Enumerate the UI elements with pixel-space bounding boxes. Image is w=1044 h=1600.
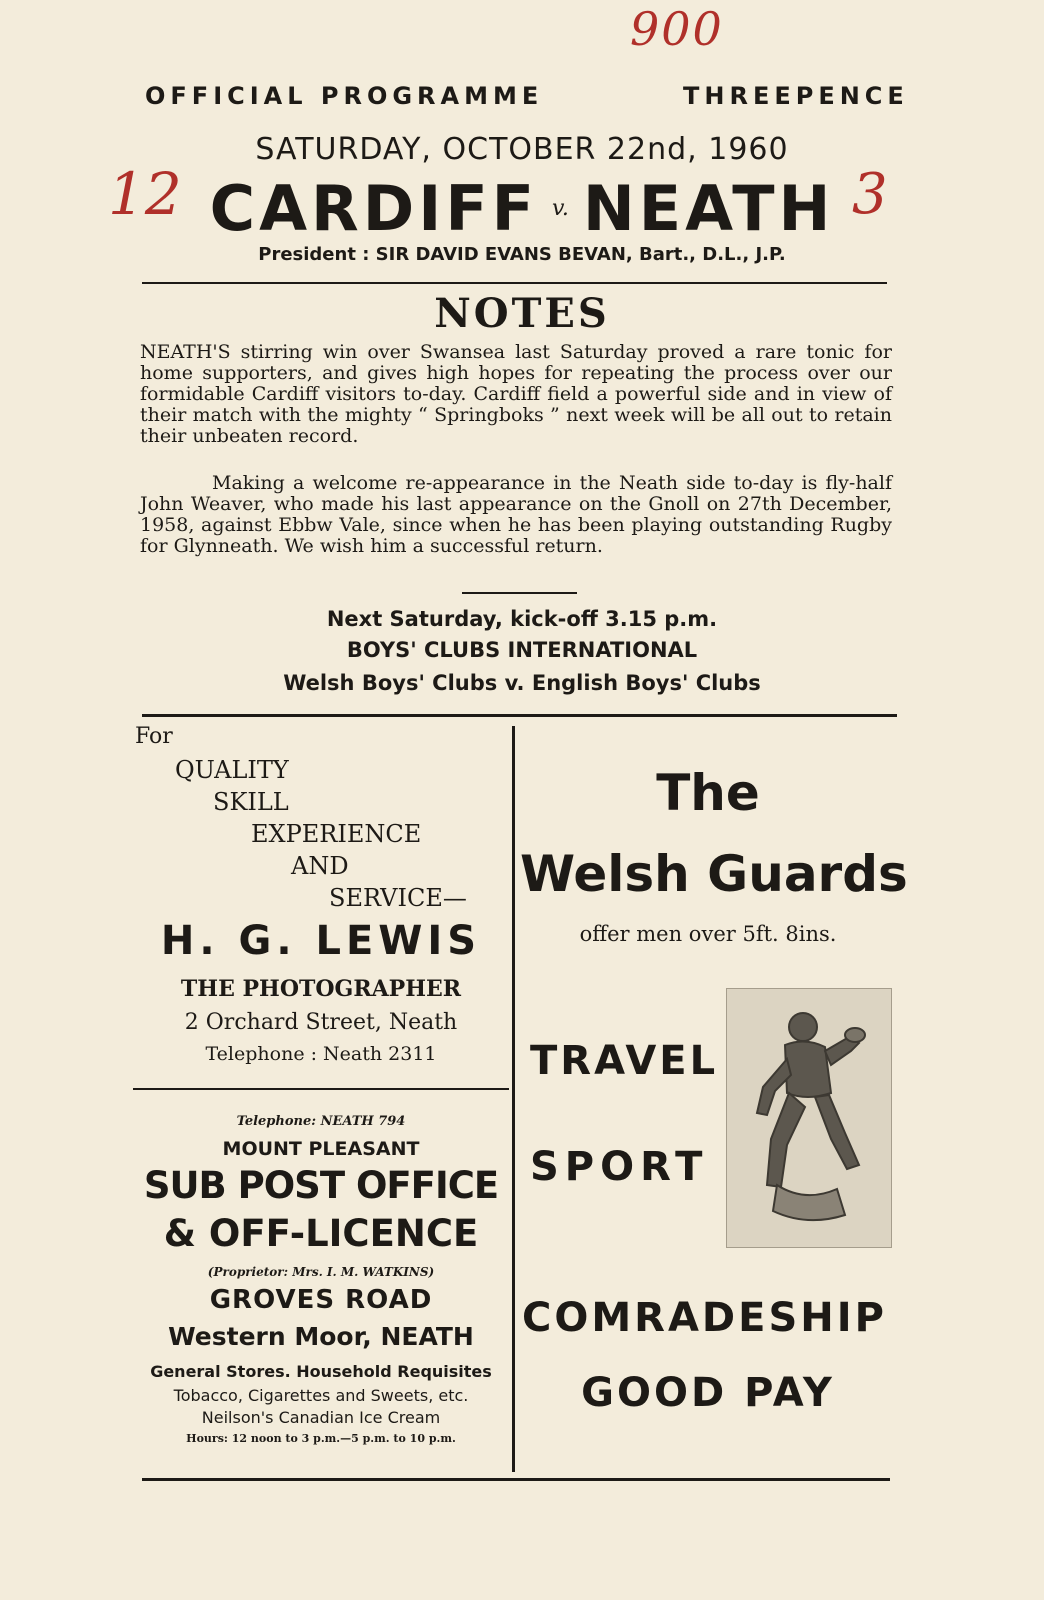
ad-po-heading-2: & OFF-LICENCE (163, 1212, 479, 1255)
next-fixture-event: BOYS' CLUBS INTERNATIONAL (346, 638, 698, 662)
ad-lewis-address: 2 Orchard Street, Neath (184, 1010, 458, 1035)
ad-po-icecream: Neilson's Canadian Ice Cream (201, 1408, 441, 1427)
away-team: NEATH (582, 172, 835, 245)
ad-po-mount: MOUNT PLEASANT (222, 1138, 420, 1160)
ad-guards-pay: GOOD PAY (581, 1370, 835, 1416)
ad-guards-comradeship: COMRADESHIP (522, 1295, 887, 1341)
ad-guards-the: The (656, 764, 760, 822)
ad-po-street: GROVES ROAD (209, 1285, 433, 1315)
home-team: CARDIFF (209, 172, 539, 245)
rugby-player-icon (727, 989, 891, 1247)
ad-guards-travel: TRAVEL (530, 1038, 719, 1084)
ad-lewis-skill: SKILL (213, 788, 289, 816)
ad-po-stores: General Stores. Household Requisites (150, 1362, 492, 1381)
versus: v. (552, 196, 569, 221)
next-fixture-teams: Welsh Boys' Clubs v. English Boys' Clubs (283, 671, 761, 695)
ad-lewis-title: THE PHOTOGRAPHER (180, 976, 462, 1002)
ad-lewis-for: For (135, 724, 173, 749)
ad-po-hours: Hours: 12 noon to 3 p.m.—5 p.m. to 10 p.m. (186, 1432, 456, 1445)
ad-po-proprietor: (Proprietor: Mrs. I. M. WATKINS) (207, 1265, 435, 1279)
ad-lewis-telephone: Telephone : Neath 2311 (205, 1043, 437, 1065)
notes-heading: NOTES (434, 290, 610, 337)
next-fixture-time: Next Saturday, kick-off 3.15 p.m. (326, 607, 718, 631)
ad-lewis-name: H. G. LEWIS (160, 918, 482, 964)
ad-guards-name: Welsh Guards (520, 845, 908, 903)
notes-paragraph-2: Making a welcome re-appearance in the Neath side to-day is fly-half John Weaver, who made his last appearance on the Gnoll on 27th December, 1958, against Ebbw Vale, since when he has been playing outstanding Rugby for Glynneath. We wish him a successful return. (140, 472, 892, 557)
divider-middle (142, 714, 897, 717)
ad-lewis-quality: QUALITY (175, 756, 289, 784)
ad-guards-offer: offer men over 5ft. 8ins. (579, 922, 837, 946)
ad-guards-sport: SPORT (530, 1144, 709, 1190)
handwritten-note-top: 900 (630, 2, 724, 56)
divider-bottom (142, 1478, 890, 1481)
match-date: SATURDAY, OCTOBER 22nd, 1960 (255, 132, 789, 167)
handwritten-score-cardiff: 12 (108, 160, 182, 228)
divider-top (142, 282, 887, 284)
divider-short (462, 592, 577, 594)
ad-po-heading-1: SUB POST OFFICE (143, 1164, 499, 1207)
president-line: President : SIR DAVID EVANS BEVAN, Bart., D.L., J.P. (258, 244, 786, 265)
ad-lewis-and: AND (291, 852, 349, 880)
handwritten-score-neath: 3 (852, 162, 888, 227)
ad-lewis-service: SERVICE— (329, 884, 467, 912)
rugby-player-illustration (726, 988, 892, 1248)
ad-po-town: Western Moor, NEATH (168, 1322, 474, 1351)
header-price: THREEPENCE (683, 82, 909, 110)
header-official-programme: OFFICIAL PROGRAMME (145, 82, 544, 110)
match-title (0, 172, 1044, 245)
notes-paragraph-1: NEATH'S stirring win over Swansea last Saturday proved a rare tonic for home supporters, and gives high hopes for repeating the process over our formidable Cardiff visitors to-day. Cardiff field a powerful side and in view of their match with the mighty “ Springboks ” next week will be all out to retain their unbeaten record. (140, 341, 892, 447)
divider-vertical (512, 726, 515, 1472)
ad-po-tobacco: Tobacco, Cigarettes and Sweets, etc. (173, 1386, 469, 1405)
ad-po-telephone: Telephone: NEATH 794 (236, 1114, 406, 1129)
ad-lewis-experience: EXPERIENCE (251, 820, 422, 848)
divider-left-ads (133, 1088, 509, 1090)
